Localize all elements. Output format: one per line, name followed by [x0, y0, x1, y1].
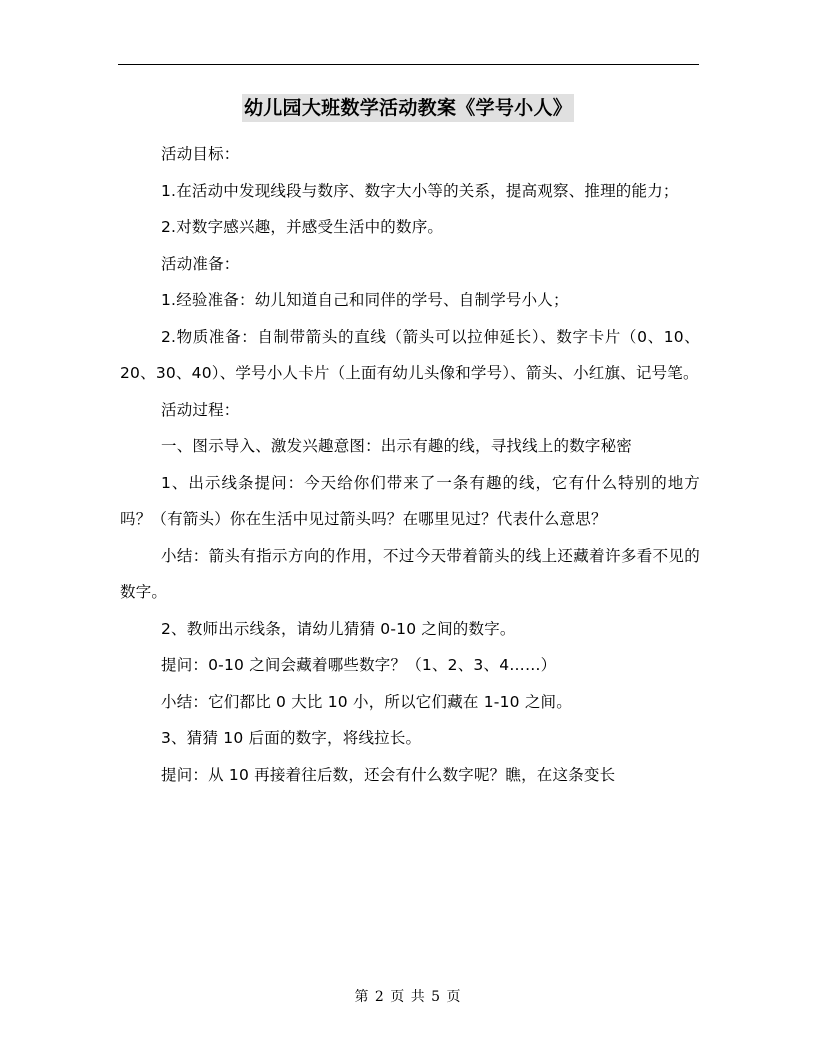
paragraph-process-step-3: 3、猜猜 10 后面的数字，将线拉长。 — [161, 729, 422, 747]
paragraph-goal-1: 1.在活动中发现线段与数序、数字大小等的关系，提高观察、推理的能力； — [161, 181, 679, 200]
paragraph-preparation-1: 1.经验准备：幼儿知道自己和同伴的学号、自制学号小人； — [161, 291, 569, 309]
paragraph-preparation-heading: 活动准备： — [161, 254, 240, 273]
paragraph-process-step-2: 2、教师出示线条，请幼儿猜猜 0-10 之间的数字。 — [161, 619, 516, 638]
paragraph-process-heading: 活动过程： — [161, 400, 240, 419]
document-body — [120, 136, 700, 793]
paragraph-goal-2: 2.对数字感兴趣，并感受生活中的数序。 — [161, 218, 444, 236]
paragraph-question-1: 提问：0-10 之间会藏着哪些数字？（1、2、3、4……） — [161, 656, 557, 674]
document-title: 幼儿园大班数学活动教案《学号小人》 — [242, 94, 574, 122]
header-rule — [118, 64, 699, 65]
title-container — [0, 94, 816, 122]
paragraph-preparation-2: 2.物质准备：自制带箭头的直线（箭头可以拉伸延长）、数字卡片（0、10、20、30、40）、学号小人卡片（上面有幼儿头像和学号）、箭头、小红旗、记号笔。 — [120, 327, 700, 382]
paragraph-summary-2: 小结：它们都比 0 大比 10 小，所以它们藏在 1-10 之间。 — [161, 692, 572, 711]
paragraph-process-step-1: 1、出示线条提问：今天给你们带来了一条有趣的线，它有什么特别的地方吗？（有箭头）你在生活中见过箭头吗？在哪里见过？代表什么意思？ — [120, 473, 700, 528]
paragraph-process-section-1: 一、图示导入、激发兴趣意图：出示有趣的线，寻找线上的数字秘密 — [161, 437, 633, 455]
paragraph-summary-1: 小结：箭头有指示方向的作用，不过今天带着箭头的线上还藏着许多看不见的数字。 — [120, 546, 700, 601]
page-footer: 第 2 页 共 5 页 — [354, 989, 462, 1005]
paragraph-question-2: 提问：从 10 再接着往后数，还会有什么数字呢？瞧，在这条变长 — [161, 765, 616, 784]
paragraph-goals-heading: 活动目标： — [161, 145, 240, 163]
